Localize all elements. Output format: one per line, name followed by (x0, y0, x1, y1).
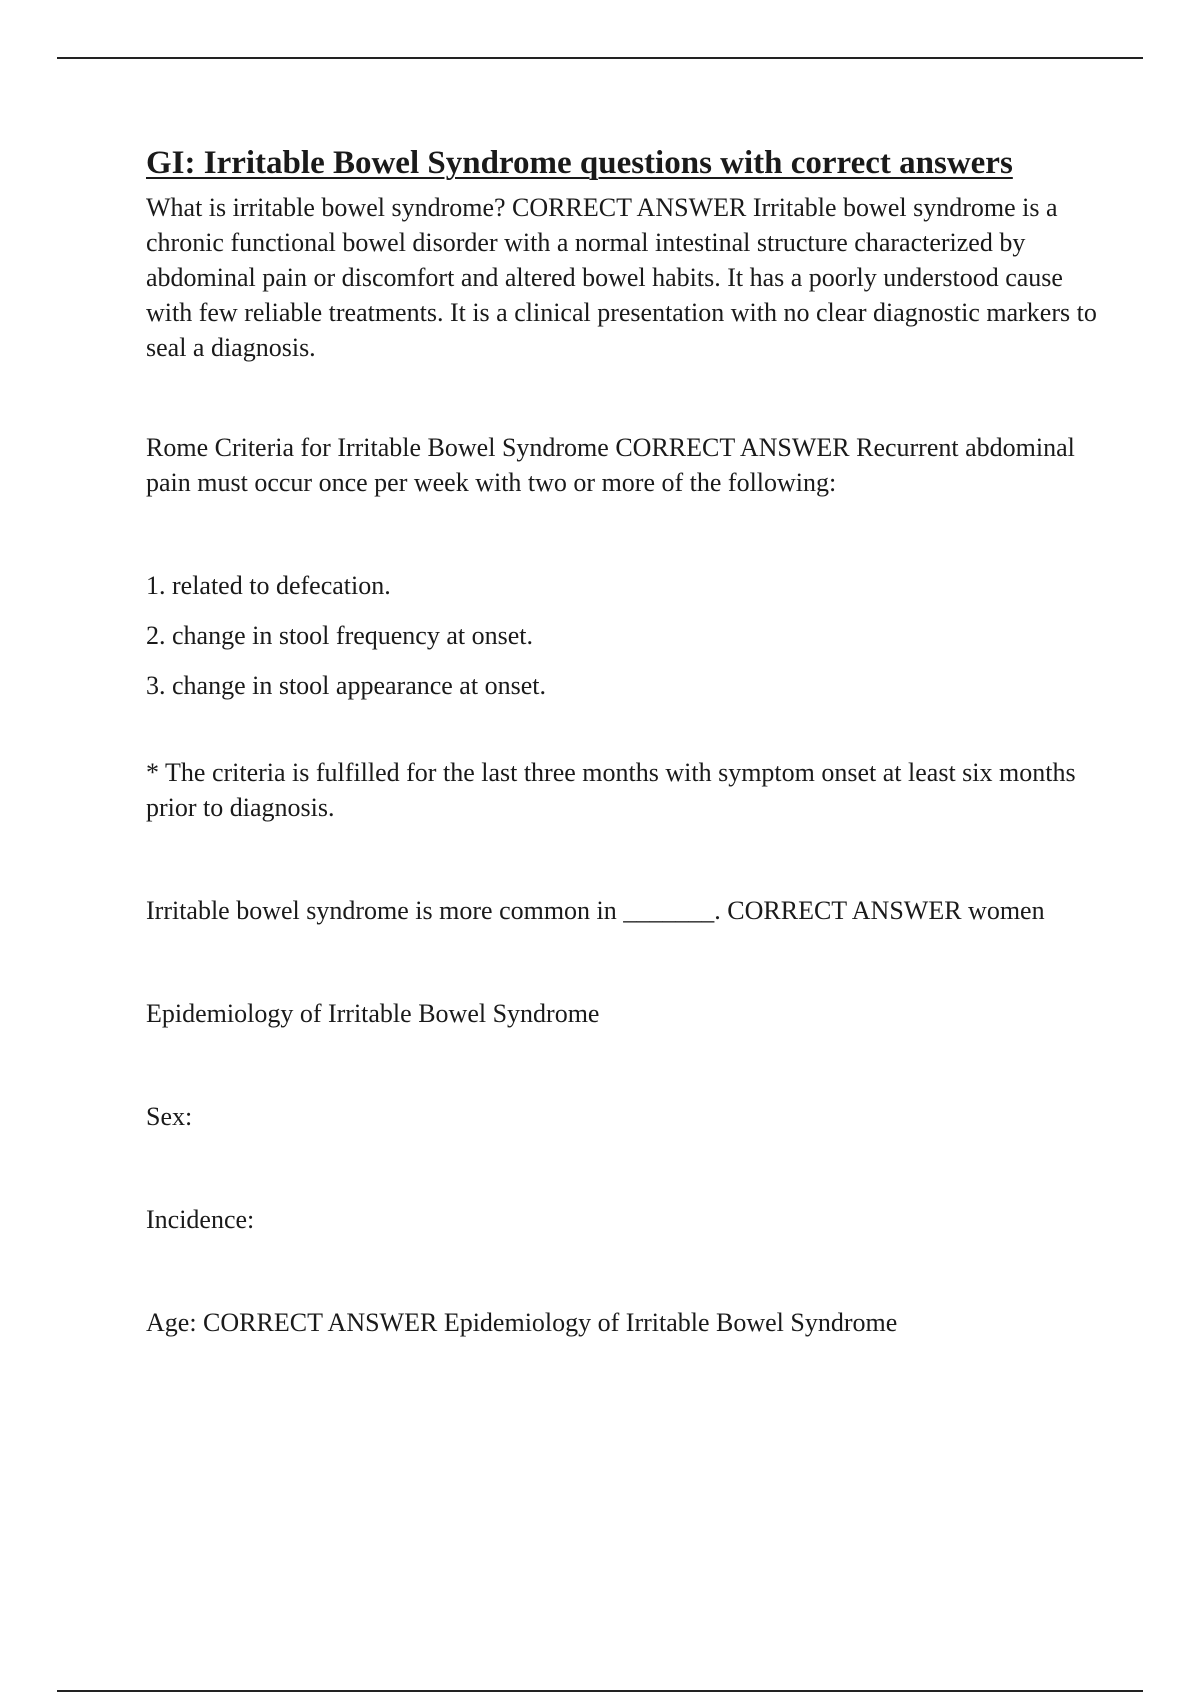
criteria-list (146, 568, 1106, 703)
paragraph-sex: Sex: (146, 1102, 193, 1131)
document-body (146, 140, 1106, 1340)
paragraph-epidemiology: Epidemiology of Irritable Bowel Syndrome (146, 999, 600, 1028)
paragraph-criteria-note: * The criteria is fulfilled for the last three months with symptom onset at least six months prior to diagnosis. (146, 758, 1076, 822)
bottom-rule (57, 1690, 1143, 1692)
criteria-list-item: 3. change in stool appearance at onset. (146, 671, 546, 700)
paragraph-incidence: Incidence: (146, 1205, 255, 1234)
paragraph-more-common: Irritable bowel syndrome is more common in _______. CORRECT ANSWER women (146, 896, 1045, 925)
document-title: GI: Irritable Bowel Syndrome questions with correct answers (146, 145, 1013, 181)
paragraph-rome-criteria: Rome Criteria for Irritable Bowel Syndrome CORRECT ANSWER Recurrent abdominal pain must occur once per week with two or more of the following: (146, 433, 1075, 497)
top-rule (57, 57, 1143, 59)
criteria-list-item: 2. change in stool frequency at onset. (146, 621, 533, 650)
criteria-list-item: 1. related to defecation. (146, 571, 391, 600)
paragraph-definition: What is irritable bowel syndrome? CORRECT ANSWER Irritable bowel syndrome is a chronic functional bowel disorder with a normal intestinal structure characterized by abdominal pain or discomfort and altered bowel habits. It has a poorly understood cause with few reliable treatments. It is a clinical presentation with no clear diagnostic markers to seal a diagnosis. (146, 193, 1097, 362)
paragraph-age: Age: CORRECT ANSWER Epidemiology of Irritable Bowel Syndrome (146, 1308, 898, 1337)
